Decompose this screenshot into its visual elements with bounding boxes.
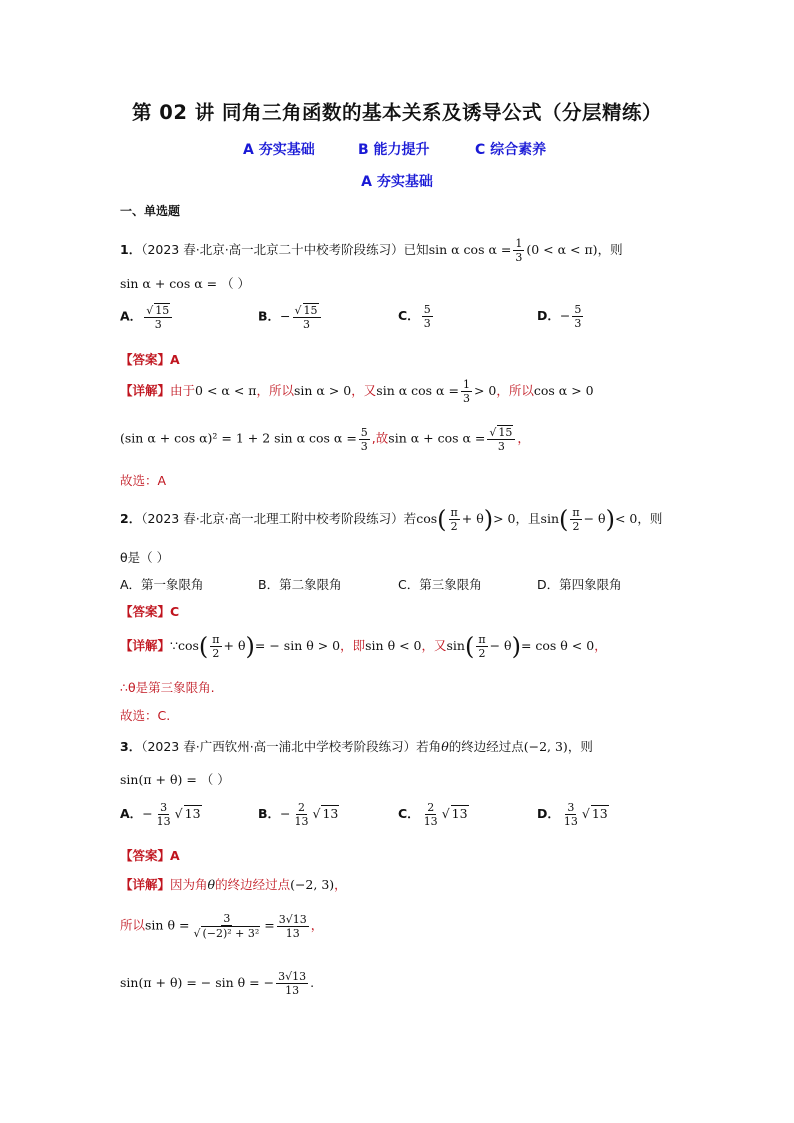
q3-detail-line2: 所以sin θ = $\frac{3}{\text{√ (−2)² + 3²}}$ = $\frac{3√13}{13}$ ， bbox=[120, 912, 324, 940]
q1-fraction: $\frac{1}{3}$ bbox=[515, 237, 523, 264]
q3-detail-line3: sin(π + θ) = − sin θ = − $\frac{3√13}{13}$ . bbox=[120, 970, 315, 997]
q2-choice: 故选：C. bbox=[120, 708, 171, 723]
q1-option-b[interactable]: B．− $\frac{√ 15}{3}$ bbox=[258, 303, 323, 331]
q3-stem-line2: sin(π + θ) = （ ） bbox=[120, 772, 230, 787]
q1-source: （2023 春·北京·高一北京二十中校考阶段练习）已知 bbox=[141, 242, 429, 257]
q3-option-b[interactable]: B．− $\frac{2}{13}$ √ 13 bbox=[258, 801, 339, 828]
nav-link-c[interactable]: C 综合素养 bbox=[475, 142, 547, 158]
q1-option-d[interactable]: D．− $\frac{5}{3}$ bbox=[537, 303, 582, 330]
q1-stem-line2: sin α + cos α = （ ） bbox=[120, 276, 251, 291]
q3-option-a[interactable]: A．− $\frac{3}{13}$ √ 13 bbox=[120, 801, 201, 828]
q1-tail: ，则 bbox=[597, 242, 623, 257]
q1-condition: (0 < α < π) bbox=[526, 242, 598, 257]
q2-option-d[interactable]: D．第四象限角 bbox=[537, 577, 622, 592]
q1-detail-line1: 【详解】由于0 < α < π，所以sin α > 0，又sin α cos α = $\frac{1}{3}$ > 0，所以cos α > 0 bbox=[120, 378, 594, 405]
q2-option-c[interactable]: C．第三象限角 bbox=[398, 577, 482, 592]
q3-option-d[interactable]: D． $\frac{3}{13}$ √ 13 bbox=[537, 801, 608, 828]
q1-expr: sin α cos α = bbox=[428, 242, 512, 257]
q3-stem: 3．（2023 春·广西钦州·高一浦北中学校考阶段练习）若角θ的终边经过点(−2, 3)，则 bbox=[120, 739, 593, 754]
nav-link-b[interactable]: B 能力提升 bbox=[358, 142, 430, 158]
page-title: 第 02 讲 同角三角函数的基本关系及诱导公式（分层精练） bbox=[131, 101, 662, 124]
nav-link-a[interactable]: A 夯实基础 bbox=[243, 142, 315, 158]
q1-answer: 【答案】A bbox=[120, 352, 180, 367]
q2-answer: 【答案】C bbox=[120, 604, 180, 619]
q1-stem bbox=[120, 237, 623, 264]
q1-choice: 故选：A bbox=[120, 473, 167, 488]
q2-detail-line2: ∴θ是第三象限角. bbox=[120, 680, 215, 695]
q2-detail-line1: 【详解】∵cos( $\frac{\pi}{2}$ + θ)= − sin θ > 0，即sin θ < 0，又sin( $\frac{\pi}{2}$ − θ)= cos θ < 0， bbox=[120, 632, 607, 661]
q2-stem-line2: θ是（ ） bbox=[120, 550, 170, 565]
section-subtitle: A 夯实基础 bbox=[361, 174, 433, 190]
q1-option-a[interactable]: A． $\frac{√ 15}{3}$ bbox=[120, 303, 174, 331]
q2-stem: 2．（2023 春·北京·高一北理工附中校考阶段练习）若cos( $\frac{\pi}{2}$ + θ)> 0，且sin( $\frac{\pi}{2}$ − θ)< 0，则 bbox=[120, 505, 663, 534]
q3-option-c[interactable]: C． $\frac{2}{13}$ √ 13 bbox=[398, 801, 468, 828]
q1-number: 1． bbox=[120, 242, 142, 257]
section-heading: 一、单选题 bbox=[120, 204, 181, 218]
q3-answer: 【答案】A bbox=[120, 848, 180, 863]
q2-option-a[interactable]: A．第一象限角 bbox=[120, 577, 204, 592]
q1-option-c[interactable]: C． $\frac{5}{3}$ bbox=[398, 303, 431, 330]
q3-detail-line1: 【详解】因为角θ的终边经过点(−2, 3)， bbox=[120, 877, 347, 892]
q2-option-b[interactable]: B．第二象限角 bbox=[258, 577, 342, 592]
q1-detail-line2: (sin α + cos α)² = 1 + 2 sin α cos α = $\frac{5}{3}$ ,故sin α + cos α = $\frac{√ 15}{3}$ ， bbox=[120, 425, 530, 453]
